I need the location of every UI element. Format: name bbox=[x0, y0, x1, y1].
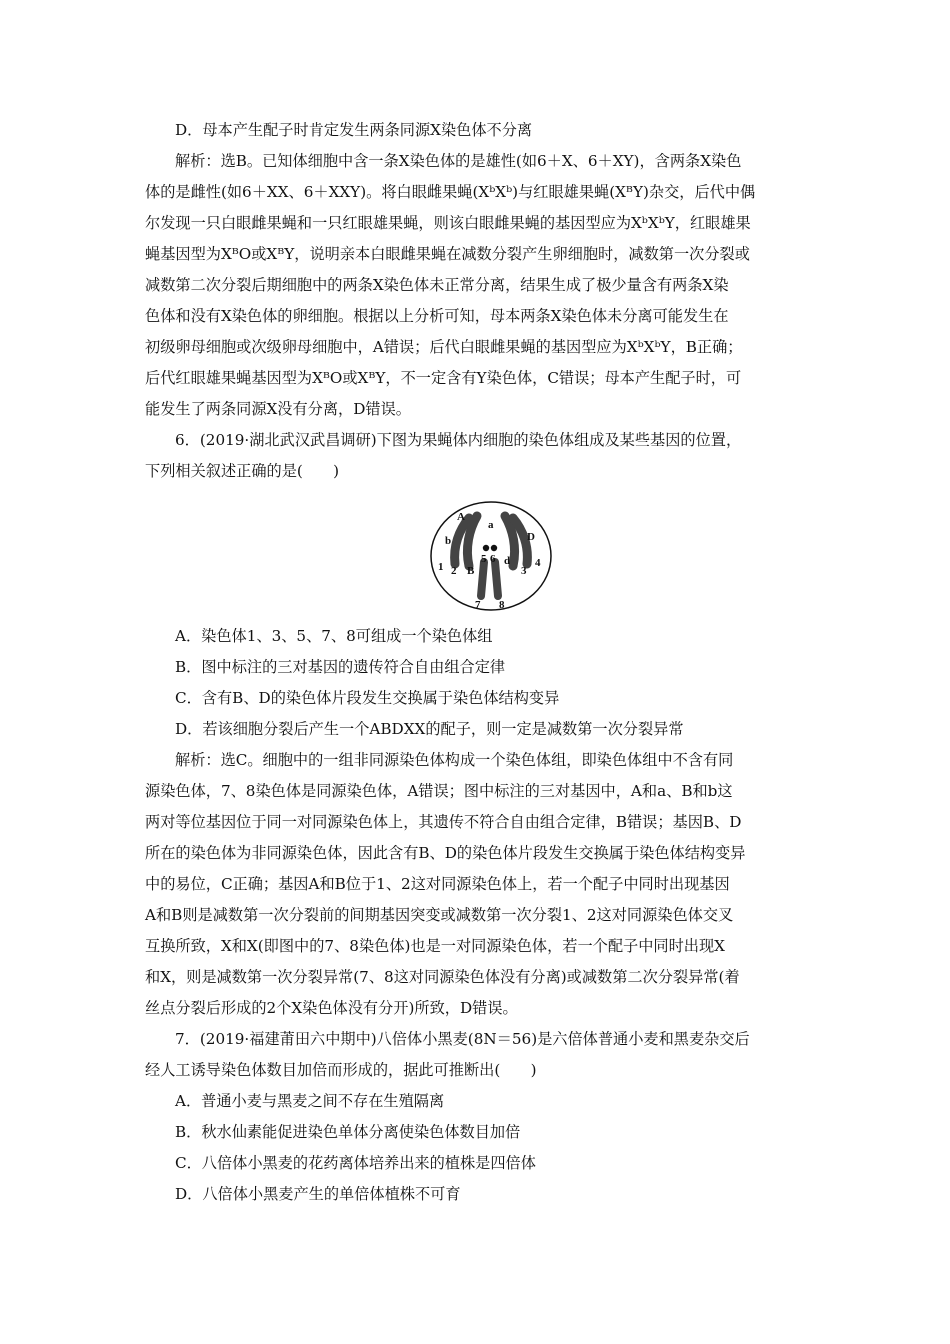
chromosome-cell-diagram bbox=[429, 500, 553, 612]
chromosome-7 bbox=[481, 562, 484, 596]
chromosome-number-7: 7 bbox=[475, 599, 481, 611]
q7-stem: 7．(2019·福建莆田六中期中)八倍体小黑麦(8N＝56)是六倍体普通小麦和黑麦杂交后 bbox=[175, 1030, 750, 1048]
chromosome-number-2: 2 bbox=[451, 565, 457, 577]
chromosome-number-1: 1 bbox=[438, 561, 444, 573]
chromosome-8 bbox=[495, 562, 498, 596]
chromosome-number-4: 4 bbox=[535, 557, 541, 569]
q5-analysis-line: 减数第二次分裂后期细胞中的两条X染色体未正常分离，结果生成了极少量含有两条X染 bbox=[145, 276, 729, 294]
q6-analysis-line: 解析：选C。细胞中的一组非同源染色体构成一个染色体组，即染色体组中不含有同 bbox=[175, 751, 734, 769]
q6-analysis-line: 两对等位基因位于同一对同源染色体上，其遗传不符合自由组合定律，B错误；基因B、D bbox=[145, 813, 742, 831]
gene-label-b: b bbox=[445, 535, 452, 547]
chromosome-6 bbox=[491, 545, 497, 551]
q6-stem: 6．(2019·湖北武汉武昌调研)下图为果蝇体内细胞的染色体组成及某些基因的位置， bbox=[175, 431, 742, 449]
q5-analysis-line: 初级卵母细胞或次级卵母细胞中，A错误；后代白眼雌果蝇的基因型应为XᵇXᵇY，B正确； bbox=[145, 338, 743, 356]
q5-analysis-line: 体的是雌性(如6＋XX、6＋XXY)。将白眼雌果蝇(XᵇXᵇ)与红眼雄果蝇(XᴮY)杂交，后代中偶 bbox=[145, 183, 756, 201]
q6-analysis-line: A和B则是减数第一次分裂前的间期基因突变或减数第一次分裂1、2这对同源染色体交叉 bbox=[145, 906, 734, 924]
q5-analysis-line: 尔发现一只白眼雌果蝇和一只红眼雄果蝇，则该白眼雌果蝇的基因型应为XᵇXᵇY，红眼雄果 bbox=[145, 214, 751, 232]
q7-option-d: D．八倍体小黑麦产生的单倍体植株不可育 bbox=[175, 1185, 461, 1203]
chromosome-number-8: 8 bbox=[499, 599, 505, 611]
q5-analysis-line: 色体和没有X染色体的卵细胞。根据以上分析可知，母本两条X染色体未分离可能发生在 bbox=[145, 307, 729, 325]
chromosome-number-6: 6 bbox=[490, 553, 496, 565]
gene-label-d: d bbox=[504, 555, 511, 567]
q5-analysis-line: 解析：选B。已知体细胞中含一条X染色体的是雄性(如6＋X、6＋XY)，含两条X染色 bbox=[175, 152, 742, 170]
gene-label-D: D bbox=[527, 531, 535, 543]
q5-option-d: D．母本产生配子时肯定发生两条同源X染色体不分离 bbox=[175, 121, 533, 139]
q6-analysis-line: 所在的染色体为非同源染色体，因此含有B、D的染色体片段发生交换属于染色体结构变异 bbox=[145, 844, 746, 862]
q7-option-a: A．普通小麦与黑麦之间不存在生殖隔离 bbox=[175, 1092, 445, 1110]
chromosome-number-5: 5 bbox=[481, 553, 487, 565]
q6-option-c: C．含有B、D的染色体片段发生交换属于染色体结构变异 bbox=[175, 689, 560, 707]
gene-label-B: B bbox=[467, 565, 475, 577]
q5-analysis-line: 后代红眼雄果蝇基因型为XᴮO或XᴮY，不一定含有Y染色体，C错误；母本产生配子时，可 bbox=[145, 369, 742, 387]
chromosome-5 bbox=[483, 545, 489, 551]
q6-analysis-line: 源染色体，7、8染色体是同源染色体，A错误；图中标注的三对基因中，A和a、B和b这 bbox=[145, 782, 733, 800]
q7-option-b: B．秋水仙素能促进染色单体分离使染色体数目加倍 bbox=[175, 1123, 521, 1141]
chromosome-2 bbox=[467, 516, 477, 566]
q6-option-a: A．染色体1、3、5、7、8可组成一个染色体组 bbox=[175, 627, 493, 645]
q6-analysis-line: 中的易位，C正确；基因A和B位于1、2这对同源染色体上，若一个配子中同时出现基因 bbox=[145, 875, 730, 893]
gene-label-a: a bbox=[488, 519, 494, 531]
q6-stem: 下列相关叙述正确的是( ) bbox=[145, 462, 340, 480]
q7-stem: 经人工诱导染色体数目加倍而形成的，据此可推断出( ) bbox=[145, 1061, 537, 1079]
q5-analysis-line: 能发生了两条同源X没有分离，D错误。 bbox=[145, 400, 411, 418]
q6-option-b: B．图中标注的三对基因的遗传符合自由组合定律 bbox=[175, 658, 506, 676]
q6-analysis-line: 和X，则是减数第一次分裂异常(7、8这对同源染色体没有分离)或减数第二次分裂异常(着 bbox=[145, 968, 740, 986]
q5-analysis-line: 蝇基因型为XᴮO或XᴮY，说明亲本白眼雌果蝇在减数分裂产生卵细胞时，减数第一次分裂或 bbox=[145, 245, 750, 263]
chromosome-number-3: 3 bbox=[521, 565, 527, 577]
q6-analysis-line: 丝点分裂后形成的2个X染色体没有分开)所致，D错误。 bbox=[145, 999, 518, 1017]
gene-label-A: A bbox=[457, 511, 465, 523]
q6-option-d: D．若该细胞分裂后产生一个ABDXX的配子，则一定是减数第一次分裂异常 bbox=[175, 720, 684, 738]
q6-analysis-line: 互换所致，X和X(即图中的7、8染色体)也是一对同源染色体，若一个配子中同时出现X bbox=[145, 937, 725, 955]
q7-option-c: C．八倍体小黑麦的花药离体培养出来的植株是四倍体 bbox=[175, 1154, 536, 1172]
